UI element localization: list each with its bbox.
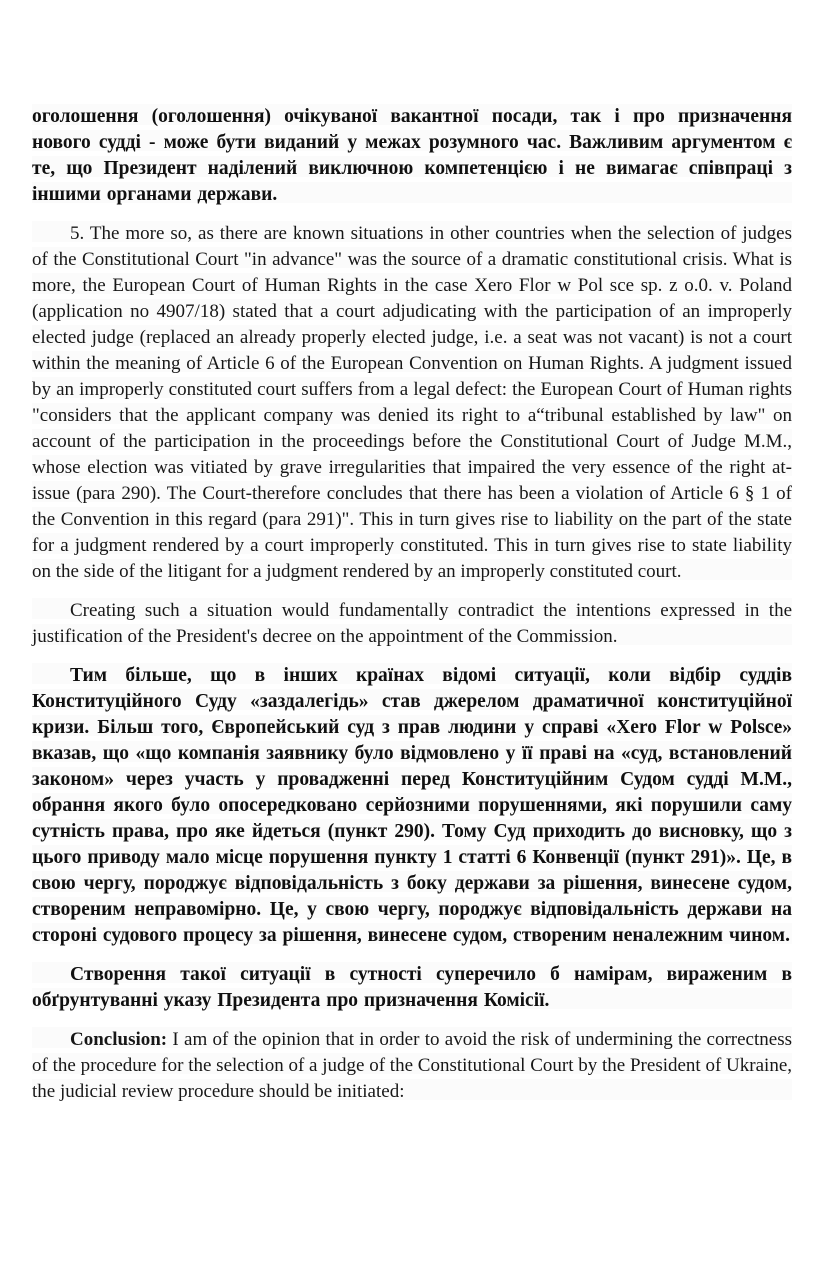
paragraph-english-point-5: 5. The more so, as there are known situations in other countries when the selection of judges of the Constitutional Court "in advance" was the source of a dramatic constitutional crisis. What is more, the European Court of Human Rights in the case Xero Flor w Pol sce sp. z o.0. v. Poland (application no 4907/18) stated that a court adjudicating with the participation of an improperly elected judge (replaced an already properly elected judge, i.e. a seat was not vacant) is not a court within the meaning of Article 6 of the European Convention on Human Rights. A judgment issued by an improperly constituted court suffers from a legal defect: the European Court of Human rights "considers that the applicant company was denied its right to a“tribunal established by law" on account of the participation in the proceedings before the Constitutional Court of Judge M.M., whose election was vitiated by grave irregularities that impaired the very essence of the right at-issue (para 290). The Court-therefore concludes that there has been a violation of Article 6 § 1 of the Convention in this regard (para 291)". This in turn gives rise to liability on the part of the state for a judgment rendered by a court improperly constituted. This in turn gives rise to state liability on the side of the litigant for a judgment rendered by an improperly constituted court. — [32, 221, 792, 585]
conclusion-text: I am of the opinion that in order to avoid the risk of undermining the correctness of the procedure for the selection of a judge of the Constitutional Court by the President of Ukraine, the judicial review procedure should be initiated: — [32, 1029, 792, 1102]
paragraph-ukrainian-continuation: оголошення (оголошення) очікуваної вакантної посади, так і про призначення нового судді - може бути виданий у межах розумного час. Важливим аргументом є те, що Президент наділений виключною компетенцією і не вимагає співпраці з іншими органами держави. — [32, 104, 792, 208]
paragraph-ukrainian-creating-situation: Створення такої ситуації в сутності суперечило б намірам, вираженим в обґрунтуванні указу Президента про призначення Комісії. — [32, 962, 792, 1014]
conclusion-label: Conclusion: — [70, 1029, 168, 1050]
paragraph-ukrainian-point-5: Тим більше, що в інших країнах відомі ситуації, коли відбір суддів Конституційного Суду «заздалегідь» став джерелом драматичної конституційної кризи. Більш того, Європейський суд з прав людини у справі «Xero Flor w Polsce» вказав, що «що компанія заявнику було відмовлено у її праві на «суд, встановлений законом» через участь у провадженні перед Конституційним Судом судді М.М., обрання якого було опосередковано серйозними порушеннями, які порушили саму сутність права, про яке йдеться (пункт 290). Тому Суд приходить до висновку, що з цього приводу мало місце порушення пункту 1 статті 6 Конвенції (пункт 291)». Це, в свою чергу, породжує відповідальність з боку держави за рішення, винесене судом, створеним неправомірно. Це, у свою чергу, породжує відповідальність держави на стороні судового процесу за рішення, винесене судом, створеним неналежним чином. — [32, 663, 792, 949]
paragraph-english-creating-situation: Creating such a situation would fundamentally contradict the intentions expressed in the justification of the President's decree on the appointment of the Commission. — [32, 598, 792, 650]
paragraph-english-conclusion — [32, 1027, 792, 1105]
